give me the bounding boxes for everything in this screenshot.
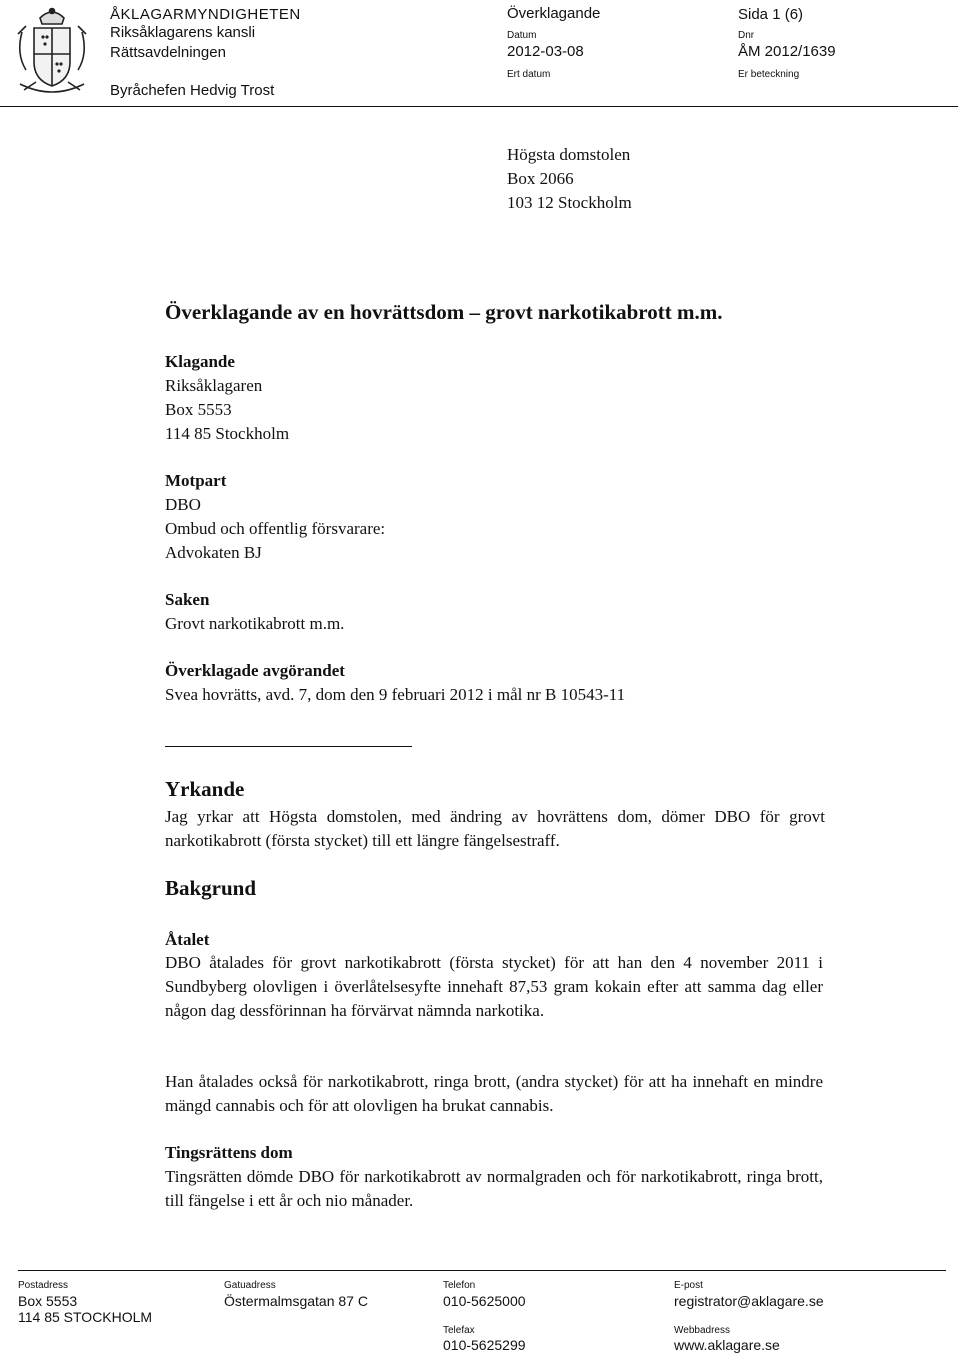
- claim-heading: Yrkande: [165, 777, 245, 801]
- phone-value: 010-5625000: [443, 1293, 526, 1309]
- appellant-city: 114 85 Stockholm: [165, 424, 290, 443]
- org-department: Rättsavdelningen: [110, 44, 226, 61]
- opponent-counsel-label: Ombud och offentlig försvarare:: [165, 519, 386, 538]
- recipient-name: Högsta domstolen: [507, 145, 631, 164]
- opponent-heading: Motpart: [165, 471, 227, 490]
- officer-name: Byråchefen Hedvig Trost: [110, 82, 275, 99]
- appellant-name: Riksåklagaren: [165, 376, 263, 395]
- document-type: Överklagande: [507, 5, 601, 22]
- opponent-counsel: Advokaten BJ: [165, 543, 262, 562]
- date-label: Datum: [507, 30, 537, 41]
- appealed-judgment: Svea hovrätts, avd. 7, dom den 9 februari 2012 i mål nr B 10543-11: [165, 685, 626, 704]
- fax-value: 010-5625299: [443, 1337, 526, 1353]
- date-value: 2012-03-08: [507, 43, 584, 60]
- document-title: Överklagande av en hovrättsdom – grovt narkotikabrott m.m.: [165, 300, 723, 324]
- case-heading: Saken: [165, 590, 210, 609]
- street-address-value: Östermalmsgatan 87 C: [224, 1293, 368, 1309]
- recipient-box: Box 2066: [507, 169, 574, 188]
- dnr-label: Dnr: [738, 30, 755, 41]
- header-divider: [0, 106, 958, 107]
- coat-of-arms-logo: [12, 4, 92, 100]
- footer-divider: [18, 1270, 946, 1271]
- web-link[interactable]: www.aklagare.se: [674, 1337, 780, 1353]
- recipient-city: 103 12 Stockholm: [507, 193, 632, 212]
- indictment-paragraph-1: DBO åtalades för grovt narkotikabrott (första stycket) för att han den 4 november 2011 i Sundbyberg olovligen i överlåtelsesyfte innehaft 87,53 gram kokain efter att samma dag eller någon dag dessförinnan ha förvärvat nämnda narkotika.: [165, 953, 823, 1020]
- page-indicator: Sida 1 (6): [738, 6, 804, 23]
- dnr-value: ÅM 2012/1639: [738, 43, 836, 60]
- background-heading: Bakgrund: [165, 876, 257, 900]
- email-link[interactable]: registrator@aklagare.se: [674, 1293, 824, 1309]
- appealed-judgment-heading: Överklagade avgörandet: [165, 661, 345, 680]
- district-court-heading: Tingsrättens dom: [165, 1143, 293, 1162]
- email-label: E-post: [674, 1280, 703, 1291]
- fax-label: Telefax: [443, 1325, 475, 1336]
- their-reference-label: Er beteckning: [738, 69, 800, 80]
- case-description: Grovt narkotikabrott m.m.: [165, 614, 345, 633]
- postal-address-city: 114 85 STOCKHOLM: [18, 1309, 153, 1325]
- appellant-heading: Klagande: [165, 352, 235, 371]
- claim-text: Jag yrkar att Högsta domstolen, med ändring av hovrättens dom, dömer DBO för grovt narkotikabrott (första stycket) till ett längre fängelsestraff.: [165, 807, 825, 850]
- phone-label: Telefon: [443, 1280, 476, 1291]
- opponent-name: DBO: [165, 495, 201, 514]
- postal-address-label: Postadress: [18, 1280, 69, 1291]
- appellant-box: Box 5553: [165, 400, 232, 419]
- indictment-paragraph-2: Han åtalades också för narkotikabrott, ringa brott, (andra stycket) för att ha innehaft en mindre mängd cannabis och för att olovligen ha brukat cannabis.: [165, 1072, 823, 1115]
- section-divider: [165, 746, 412, 747]
- district-court-judgment: Tingsrätten dömde DBO för narkotikabrott av normalgraden och för narkotikabrott, ringa brott, till fängelse i ett år och nio månader.: [165, 1167, 823, 1210]
- web-label: Webbadress: [674, 1325, 730, 1336]
- street-address-label: Gatuadress: [224, 1280, 276, 1291]
- their-date-label: Ert datum: [507, 69, 551, 80]
- postal-address-box: Box 5553: [18, 1293, 78, 1309]
- indictment-heading: Åtalet: [165, 930, 210, 949]
- org-unit: Riksåklagarens kansli: [110, 24, 256, 41]
- org-name: ÅKLAGARMYNDIGHETEN: [110, 6, 301, 23]
